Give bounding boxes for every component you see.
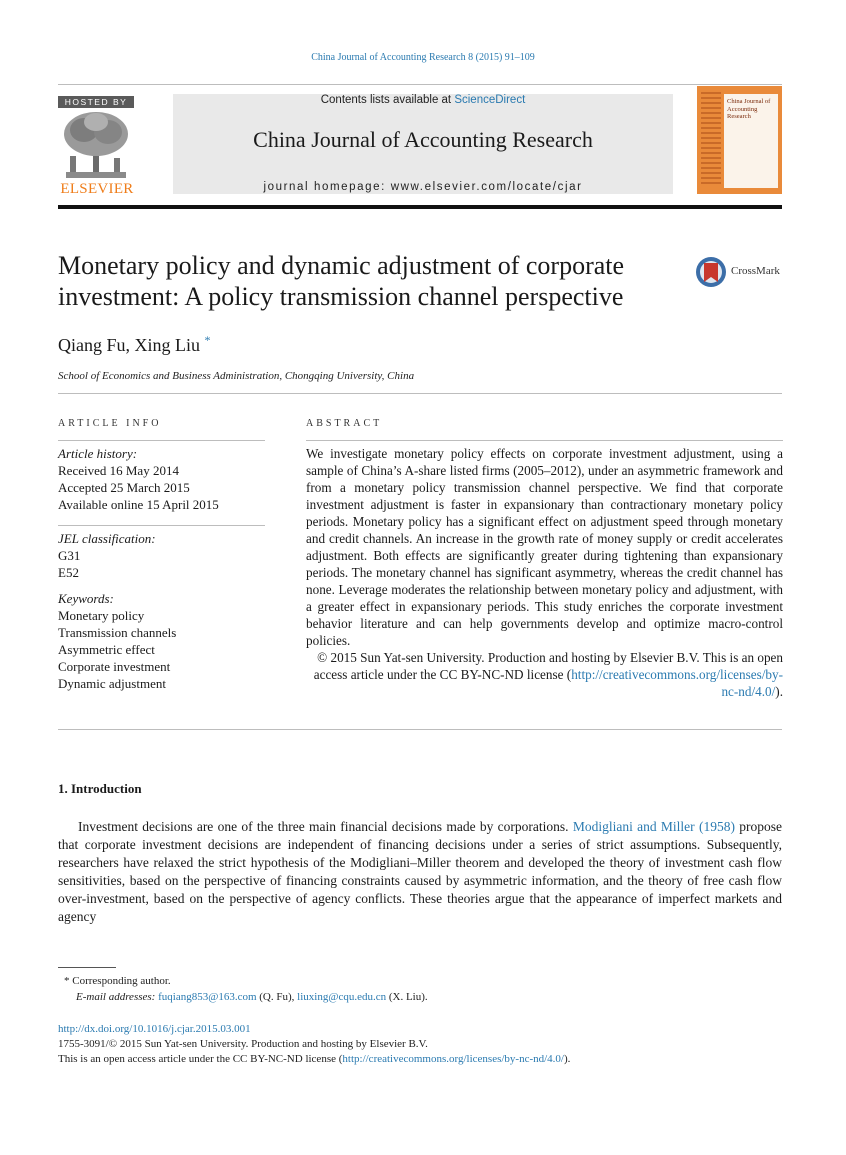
jel-classification (58, 530, 265, 581)
copyright-text: © 2015 Sun Yat-sen University. Production and hosting by Elsevier B.V. This is an open access article under the CC BY-NC-ND license ( (313, 650, 783, 682)
intro-text-start: Investment decisions are one of the three main financial decisions made by corporations. (78, 819, 573, 834)
jel-label: JEL classification: (58, 531, 156, 546)
cover-title: China Journal of Accounting Research (727, 98, 771, 120)
footnote-rule (58, 967, 116, 968)
keyword: Corporate investment (58, 659, 171, 674)
article-info-heading: ARTICLE INFO (58, 418, 162, 429)
sciencedirect-link[interactable]: ScienceDirect (454, 94, 526, 106)
journal-citation[interactable]: China Journal of Accounting Research 8 (2015) 91–109 (311, 52, 535, 63)
keywords (58, 590, 265, 692)
info-rule (58, 525, 265, 526)
author-names: Qiang Fu, Xing Liu (58, 335, 200, 355)
article-info (58, 418, 265, 692)
open-access-line (58, 1052, 782, 1067)
corresponding-author-mark[interactable]: * (204, 333, 211, 347)
citation-link[interactable]: Modigliani and Miller (1958) (572, 819, 735, 834)
article-meta (58, 1022, 782, 1067)
footnotes (58, 973, 782, 1005)
accepted-date: Accepted 25 March 2015 (58, 480, 190, 495)
journal-cover-thumbnail[interactable] (697, 86, 782, 194)
received-date: Received 16 May 2014 (58, 463, 179, 478)
header-rule (58, 84, 782, 85)
keyword: Transmission channels (58, 625, 177, 640)
contents-line (173, 94, 673, 106)
info-rule (58, 440, 265, 441)
section-rule-bottom (58, 729, 782, 730)
crossmark-label[interactable]: CrossMark (731, 265, 780, 277)
oa-prefix: This is an open access article under the CC BY-NC-ND license ( (58, 1053, 343, 1065)
email-link-liu[interactable]: liuxing@cqu.edu.cn (297, 991, 387, 1003)
copyright-end: ). (775, 684, 783, 699)
oa-suffix: ). (564, 1053, 571, 1065)
keyword: Asymmetric effect (58, 642, 155, 657)
elsevier-wordmark: ELSEVIER (60, 181, 134, 197)
abstract-section (306, 418, 783, 700)
email-link-fu[interactable]: fuqiang853@163.com (158, 991, 257, 1003)
email-owner: (X. Liu). (386, 991, 428, 1003)
intro-text-rest: propose that corporate investment decisions are independent of financing decisions under a series of strict assumptions. Subsequently, researchers have relaxed the strict hypothesis of the Modigliani–Miller theorem and developed the theory of investment cash flow sensitivities, based on the perspective of financing constraints caused by asymmetric information, and the theory of free cash flow over-investment, based on the perspective of agency conflicts. These theories argue that the appearance of imperfect markets and agency (58, 819, 782, 924)
keyword: Monetary policy (58, 608, 145, 623)
author-list (58, 333, 211, 356)
jel-code: E52 (58, 565, 79, 580)
doi-link[interactable]: http://dx.doi.org/10.1016/j.cjar.2015.03.001 (58, 1023, 251, 1035)
oa-license-link[interactable]: http://creativecommons.org/licenses/by-nc-nd/4.0/ (342, 1053, 564, 1065)
abstract-copyright (306, 649, 783, 700)
contents-prefix: Contents lists available at (320, 94, 455, 106)
journal-title: China Journal of Accounting Research (253, 127, 593, 152)
abstract-rule (306, 440, 783, 441)
keyword: Dynamic adjustment (58, 676, 166, 691)
keywords-label: Keywords: (58, 591, 114, 606)
journal-homepage[interactable]: journal homepage: www.elsevier.com/locate/cjar (263, 181, 583, 193)
license-link[interactable]: http://creativecommons.org/licenses/by-nc-nd/4.0/ (571, 667, 783, 699)
article-title: Monetary policy and dynamic adjustment of corporate investment: A policy transmission channel perspective (58, 251, 625, 311)
elsevier-tree-logo (60, 110, 132, 182)
abstract-text: We investigate monetary policy effects on corporate investment adjustment, using a sample of China’s A-share listed firms (2005–2012), under an asymmetric framework and from a monetary policy transmission channel perspective. We find that corporate investment adjustment is faster in expansionary than contractionary monetary policy periods. Monetary policy has a significant effect on adjustment speed through monetary and credit channels. An increase in the growth rate of money supply or credit accelerates adjustment. Both effects are significantly greater during tightening than expansionary periods. The monetary channel has significant asymmetry, whereas the credit channel has none. Leverage moderates the relationship between monetary policy and adjustment, with a greater effect in expansionary periods. This study enriches the corporate investment behavior literature and can help governments develop and optimize macro-control policies. (306, 446, 783, 648)
hosted-by-tag: HOSTED BY (58, 96, 134, 108)
cover-decoration (701, 92, 721, 187)
masthead-rule (58, 205, 782, 209)
article-history (58, 445, 265, 513)
affiliation: School of Economics and Business Administration, Chongqing University, China (58, 370, 415, 382)
online-date: Available online 15 April 2015 (58, 497, 219, 512)
section-rule-top (58, 393, 782, 394)
jel-code: G31 (58, 548, 81, 563)
email-label: E-mail addresses: (76, 991, 156, 1003)
issn-line: 1755-3091/© 2015 Sun Yat-sen University. Production and hosting by Elsevier B.V. (58, 1038, 428, 1050)
abstract-heading: ABSTRACT (306, 418, 383, 429)
email-note (58, 989, 782, 1005)
corresponding-note: * Corresponding author. (64, 975, 171, 987)
email-owner: (Q. Fu), (256, 991, 298, 1003)
history-label: Article history: (58, 446, 138, 461)
introduction-paragraph (58, 818, 782, 926)
section-heading-introduction: 1. Introduction (58, 781, 142, 796)
